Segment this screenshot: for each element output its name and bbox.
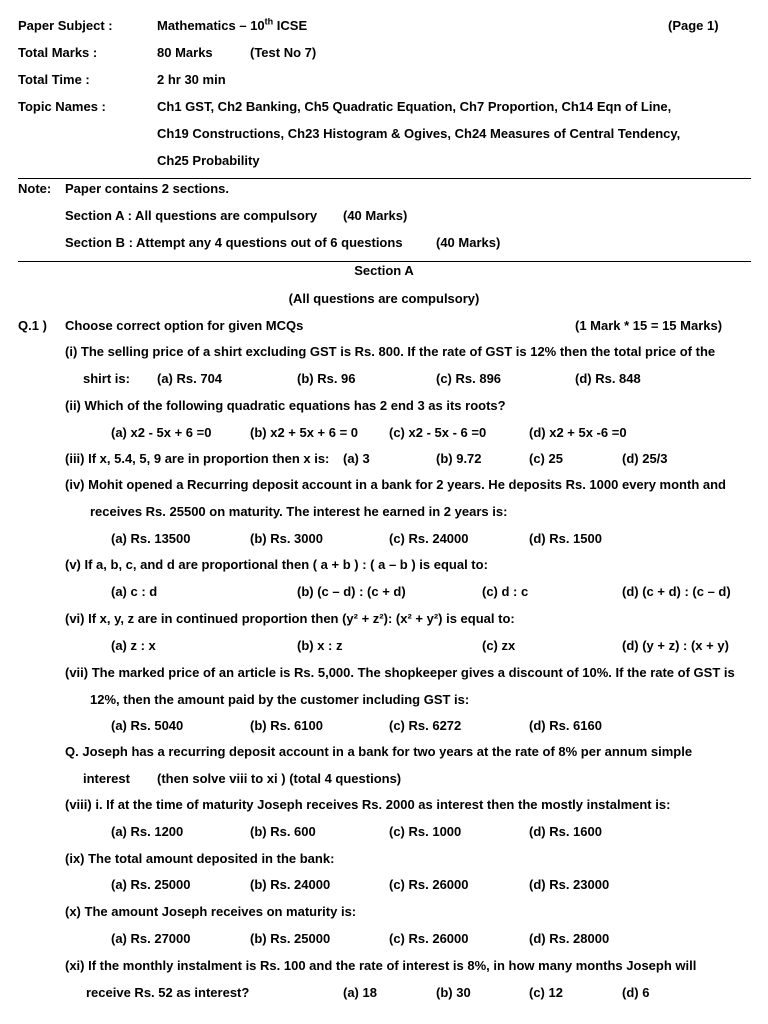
section-subtitle: (All questions are compulsory)	[288, 291, 480, 306]
topics-line-3: Ch25 Probability	[157, 153, 260, 168]
option: (a) x2 - 5x + 6 =0	[111, 425, 212, 440]
option: (b) (c – d) : (c + d)	[297, 584, 406, 599]
option: (b) Rs. 24000	[250, 877, 331, 892]
question-marks: (1 Mark * 15 = 15 Marks)	[575, 318, 723, 333]
option: (d) Rs. 28000	[529, 931, 610, 946]
question-text: receive Rs. 52 as interest?	[86, 985, 250, 1000]
option: (b) Rs. 25000	[250, 931, 331, 946]
option: (c) Rs. 6272	[389, 718, 462, 733]
question-text: 12%, then the amount paid by the customer including GST is:	[90, 692, 470, 707]
test-number: (Test No 7)	[250, 45, 317, 60]
question-instruction: Choose correct option for given MCQs	[65, 318, 304, 333]
divider	[18, 261, 751, 262]
option: (b) x : z	[297, 638, 343, 653]
option: (b) x2 + 5x + 6 = 0	[250, 425, 359, 440]
case-study-text: (then solve viii to xi ) (total 4 questions)	[157, 771, 402, 786]
time-label: Total Time :	[18, 72, 90, 87]
option: (a) Rs. 1200	[111, 824, 184, 839]
option: (a) c : d	[111, 584, 158, 599]
question-text: (ii) Which of the following quadratic equations has 2 end 3 as its roots?	[65, 398, 506, 413]
time-value: 2 hr 30 min	[157, 72, 226, 87]
question-text: (vii) The marked price of an article is Rs. 5,000. The shopkeeper gives a discount of 10%. If the rate of GST is	[65, 665, 735, 680]
option: (d) Rs. 23000	[529, 877, 610, 892]
option: (a) Rs. 704	[157, 371, 223, 386]
question-text: (xi) If the monthly instalment is Rs. 100 and the rate of interest is 8%, in how many months Joseph will	[65, 958, 697, 973]
option: (d) (y + z) : (x + y)	[622, 638, 729, 653]
subject-value: Mathematics – 10th ICSE	[157, 16, 308, 33]
option: (b) Rs. 6100	[250, 718, 323, 733]
option: (d) Rs. 6160	[529, 718, 602, 733]
case-study-text: interest	[83, 771, 130, 786]
question-text: (x) The amount Joseph receives on maturity is:	[65, 904, 357, 919]
option: (b) Rs. 600	[250, 824, 316, 839]
option: (a) Rs. 25000	[111, 877, 191, 892]
option: (b) Rs. 96	[297, 371, 356, 386]
option: (c) 25	[529, 451, 563, 466]
option: (c) x2 - 5x - 6 =0	[389, 425, 487, 440]
option: (c) d : c	[482, 584, 529, 599]
question-text: (viii) i. If at the time of maturity Joseph receives Rs. 2000 as interest then the mostly instalment is:	[65, 797, 671, 812]
section-b-marks: (40 Marks)	[436, 235, 501, 250]
question-text: shirt is:	[83, 371, 130, 386]
question-text: (iv) Mohit opened a Recurring deposit account in a bank for 2 years. He deposits Rs. 1000 every month and	[65, 477, 726, 492]
marks-label: Total Marks :	[18, 45, 98, 60]
option: (d) (c + d) : (c – d)	[622, 584, 731, 599]
question-text: (i) The selling price of a shirt excluding GST is Rs. 800. If the rate of GST is 12% then the total price of the	[65, 344, 716, 359]
option: (a) Rs. 27000	[111, 931, 191, 946]
topics-line-2: Ch19 Constructions, Ch23 Histogram & Ogives, Ch24 Measures of Central Tendency,	[157, 126, 681, 141]
question-text: (vi) If x, y, z are in continued proportion then (y² + z²): (x² + y²) is equal to:	[65, 611, 515, 626]
section-title: Section A	[354, 263, 414, 278]
option: (c) Rs. 1000	[389, 824, 462, 839]
note-line: Paper contains 2 sections.	[65, 181, 230, 196]
option: (c) Rs. 26000	[389, 931, 469, 946]
option: (d) 6	[622, 985, 650, 1000]
option: (c) zx	[482, 638, 516, 653]
topics-line-1: Ch1 GST, Ch2 Banking, Ch5 Quadratic Equation, Ch7 Proportion, Ch14 Eqn of Line,	[157, 99, 672, 114]
option: (b) Rs. 3000	[250, 531, 323, 546]
question-text: (ix) The total amount deposited in the bank:	[65, 851, 335, 866]
option: (d) x2 + 5x -6 =0	[529, 425, 627, 440]
section-b-note: Section B : Attempt any 4 questions out of 6 questions	[65, 235, 403, 250]
question-text: (iii) If x, 5.4, 5, 9 are in proportion then x is:	[65, 451, 330, 466]
option: (c) Rs. 24000	[389, 531, 469, 546]
option: (a) 3	[343, 451, 370, 466]
option: (d) Rs. 1600	[529, 824, 602, 839]
subject-label: Paper Subject :	[18, 18, 113, 33]
question-text: (v) If a, b, c, and d are proportional then ( a + b ) : ( a – b ) is equal to:	[65, 557, 488, 572]
option: (a) 18	[343, 985, 377, 1000]
option: (c) 12	[529, 985, 563, 1000]
option: (b) 9.72	[436, 451, 482, 466]
question-number: Q.1 )	[18, 318, 47, 333]
option: (a) Rs. 5040	[111, 718, 184, 733]
option: (c) Rs. 896	[436, 371, 502, 386]
marks-value: 80 Marks	[157, 45, 213, 60]
option: (a) z : x	[111, 638, 156, 653]
section-a-marks: (40 Marks)	[343, 208, 408, 223]
case-study-text: Q. Joseph has a recurring deposit account in a bank for two years at the rate of 8% per annum simple	[65, 744, 693, 759]
note-label: Note:	[18, 181, 52, 196]
section-a-note: Section A : All questions are compulsory	[65, 208, 318, 223]
option: (b) 30	[436, 985, 471, 1000]
option: (c) Rs. 26000	[389, 877, 469, 892]
divider	[18, 178, 751, 179]
option: (d) Rs. 1500	[529, 531, 602, 546]
option: (a) Rs. 13500	[111, 531, 191, 546]
question-text: receives Rs. 25500 on maturity. The interest he earned in 2 years is:	[90, 504, 508, 519]
page-number: (Page 1)	[668, 18, 719, 33]
option: (d) 25/3	[622, 451, 668, 466]
option: (d) Rs. 848	[575, 371, 641, 386]
topics-label: Topic Names :	[18, 99, 106, 114]
